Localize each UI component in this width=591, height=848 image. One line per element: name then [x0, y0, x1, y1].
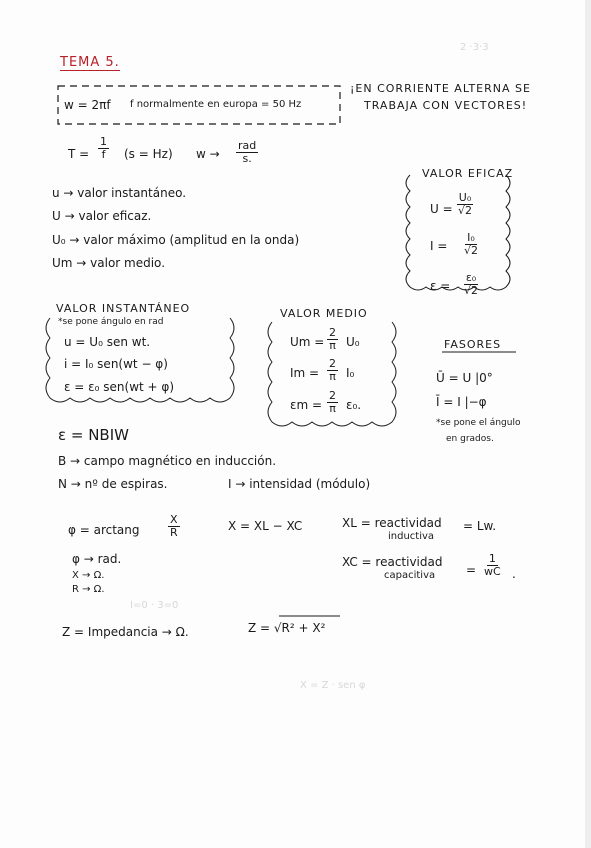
i-def: I → intensidad (módulo) — [228, 477, 371, 491]
b-def: B → campo magnético en inducción. — [58, 454, 277, 468]
omega-unit-den: s. — [242, 151, 252, 165]
def-eficaz: U → valor eficaz. — [52, 209, 152, 223]
period-lhs: T = — [68, 147, 90, 161]
eficaz-eq3-den: √2 — [464, 283, 479, 297]
medio-eq2-frac — [327, 358, 338, 382]
xl-lhs: XL = reactividad — [342, 516, 442, 530]
n-def: N → nº de espiras. — [58, 477, 168, 491]
period-den: f — [101, 147, 106, 161]
instantaneo-note: *se pone ángulo en rad — [58, 317, 164, 327]
medio-eq3-frac — [327, 390, 338, 414]
instantaneo-heading: VALOR INSTANTÁNEO — [56, 302, 191, 315]
medio-eq1-den: π — [329, 338, 336, 352]
fasores-note2: en grados. — [446, 434, 494, 444]
omega-arrow: w → — [196, 147, 220, 161]
medio-eq1-num: 2 — [329, 326, 336, 339]
eficaz-eq1-frac — [456, 192, 474, 216]
omega-unit-num: rad — [238, 139, 257, 152]
side-note-line2: TRABAJA CON VECTORES! — [364, 99, 528, 112]
eficaz-eq3-frac — [462, 272, 480, 296]
instantaneo-eq3: ε = ε₀ sen(wt + φ) — [64, 380, 175, 394]
medio-eq2-lhs: Im = — [290, 366, 320, 380]
eficaz-eq3-lhs: ε = — [430, 279, 451, 293]
xc-sub: capacitiva — [384, 570, 436, 581]
medio-eq3-num: 2 — [329, 389, 336, 402]
medio-eq1-lhs: Um = — [290, 335, 325, 349]
phi-lhs: φ = arctang — [68, 523, 140, 537]
eficaz-heading: VALOR EFICAZ — [422, 167, 514, 180]
medio-eq2-num: 2 — [329, 357, 336, 370]
def-maximo: U₀ → valor máximo (amplitud en la onda) — [52, 233, 300, 247]
side-note-line1: ¡EN CORRIENTE ALTERNA SE — [350, 82, 531, 95]
medio-eq1-rhs: U₀ — [346, 335, 360, 349]
unit-phi: φ → rad. — [72, 552, 122, 566]
medio-eq2-rhs: I₀ — [346, 366, 355, 380]
instantaneo-eq2: i = I₀ sen(wt − φ) — [64, 357, 168, 371]
page-title: TEMA 5. — [60, 55, 120, 70]
eficaz-eq2-frac — [462, 232, 480, 256]
unit-x: X → Ω. — [72, 570, 105, 581]
eficaz-eq2-den: √2 — [464, 243, 479, 257]
period-unit: (s = Hz) — [124, 147, 173, 161]
phi-den: R — [170, 525, 178, 539]
def-instantaneo: u → valor instantáneo. — [52, 186, 187, 200]
xl-sub: inductiva — [388, 531, 435, 542]
period-fraction — [98, 136, 109, 160]
instantaneo-eq1: u = U₀ sen wt. — [64, 335, 151, 349]
fasores-note1: *se pone el ángulo — [436, 418, 521, 428]
xc-fraction — [482, 553, 503, 577]
frequency-note: f normalmente en europa = 50 Hz — [130, 99, 302, 110]
medio-eq3-rhs: ε₀. — [346, 398, 362, 412]
induction-eq: ε = NBIW — [58, 426, 129, 444]
fasores-eq2: Ī = I |−φ — [436, 395, 487, 409]
eficaz-eq2-lhs: I = — [430, 239, 448, 253]
xc-lhs: XC = reactividad — [342, 555, 443, 569]
phi-num: X — [170, 513, 178, 526]
fasores-eq1: Ū = U |0° — [436, 371, 493, 385]
medio-eq3-den: π — [329, 401, 336, 415]
xc-end: . — [512, 567, 516, 581]
unit-r: R → Ω. — [72, 584, 105, 595]
z-equation: Z = √R² + X² — [248, 621, 326, 635]
xl-rhs: = Lw. — [463, 519, 497, 533]
eficaz-eq1-lhs: U = — [430, 202, 453, 216]
x-eq: X = XL − XC — [228, 519, 303, 533]
medio-eq2-den: π — [329, 369, 336, 383]
omega-formula: w = 2πf — [64, 98, 111, 112]
phi-fraction — [168, 514, 180, 538]
eficaz-eq2-num: I₀ — [467, 231, 475, 244]
xc-den: wC — [484, 564, 501, 578]
eficaz-eq3-num: ε₀ — [465, 271, 477, 284]
medio-eq3-lhs: εm = — [290, 398, 323, 412]
z-definition: Z = Impedancia → Ω. — [62, 625, 189, 639]
eficaz-eq1-num: U₀ — [458, 191, 472, 204]
omega-unit-fraction — [236, 140, 258, 164]
xc-num: 1 — [488, 552, 496, 565]
period-num: 1 — [100, 135, 107, 148]
medio-eq1-frac — [327, 327, 338, 351]
eficaz-eq1-den: √2 — [458, 203, 473, 217]
medio-heading: VALOR MEDIO — [280, 307, 368, 320]
xc-eq: = — [466, 563, 477, 577]
fasores-heading: FASORES — [444, 338, 502, 351]
def-medio: Um → valor medio. — [52, 256, 166, 270]
